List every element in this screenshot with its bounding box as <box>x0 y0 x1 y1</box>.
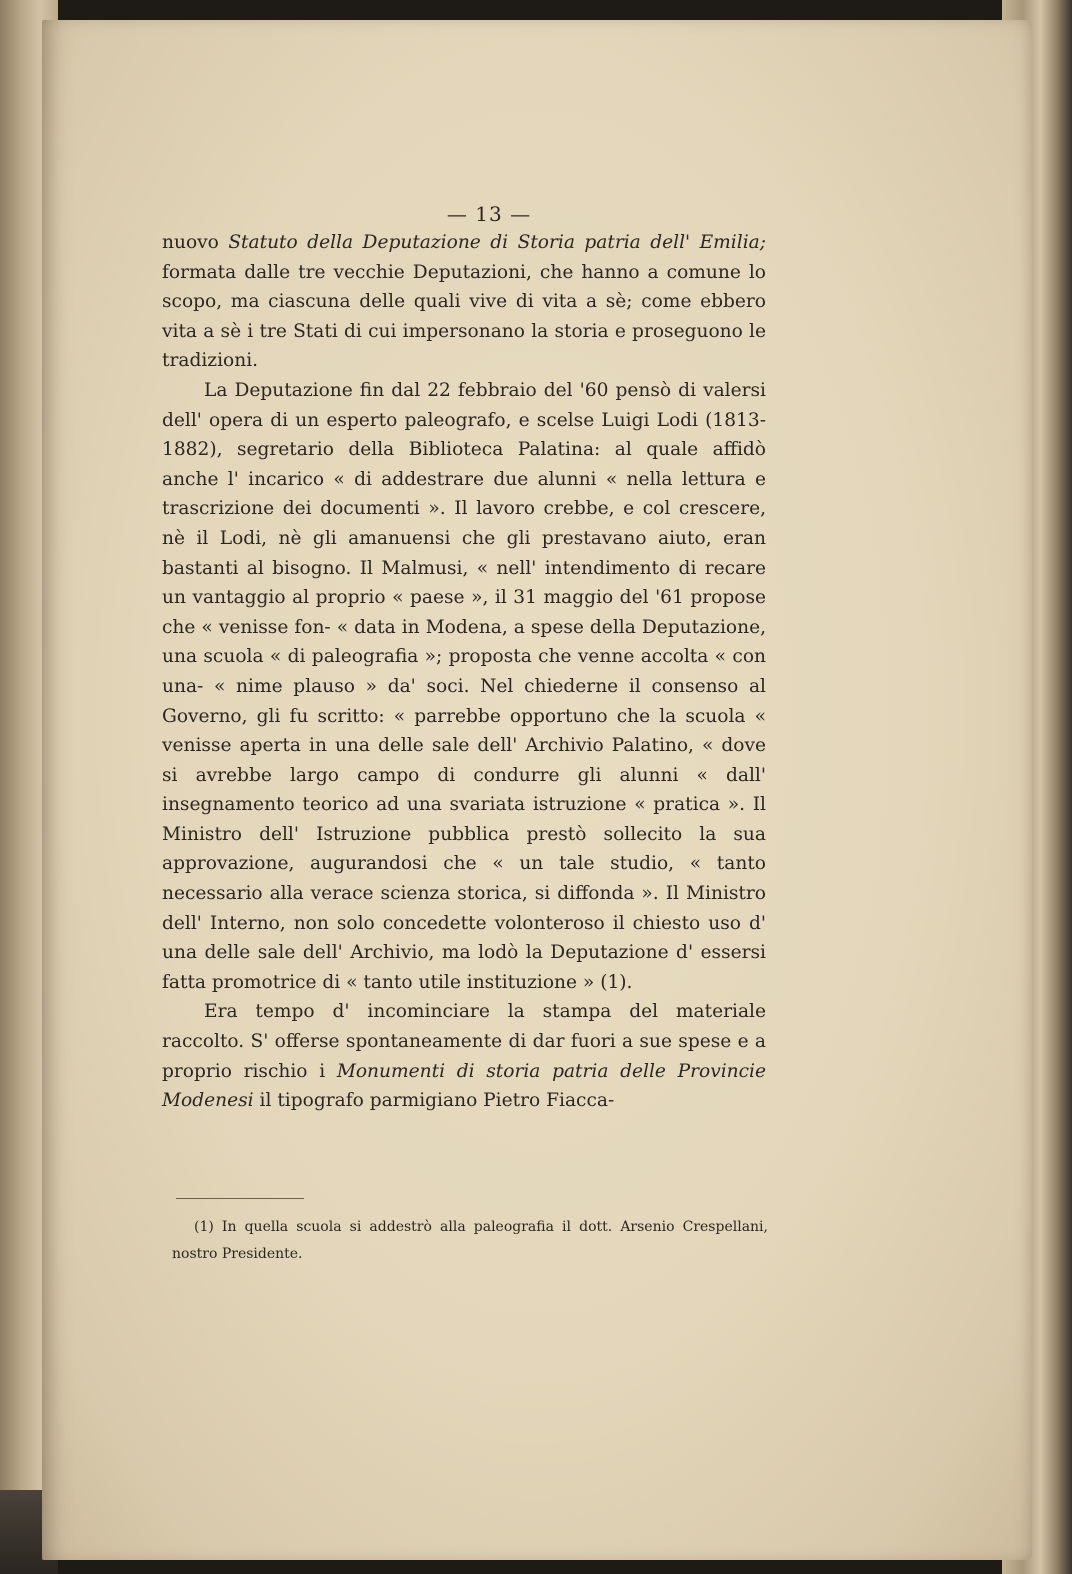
monumenti-title: Monumenti di storia patria delle Provincie Modenesi <box>162 1060 766 1112</box>
paragraph-1-rest: formata dalle tre vecchie Deputazioni, che hanno a comune lo scopo, ma ciascuna delle quali vive di vita a sè; come ebbero vita a sè i tre Stati di cui impersonano la storia e proseguono le tradizioni. <box>162 261 766 372</box>
footnote: (1) In quella scuola si addestrò alla paleografia il dott. Arsenio Crespellani, nostro Presidente. <box>172 1219 768 1262</box>
paragraph-1-lead: nuovo <box>162 232 229 253</box>
footnote-divider <box>176 1198 304 1199</box>
paragraph-2: La Deputazione fin dal 22 febbraio del '60 pensò di valersi dell' opera di un esperto paleografo, e scelse Luigi Lodi (1813-1882), segretario della Biblioteca Palatina: al quale affidò anche l' incarico « di addestrare due alunni « nella lettura e trascrizione dei documenti ». Il lavoro crebbe, e col crescere, nè il Lodi, nè gli amanuensi che gli prestavano aiuto, eran bastanti al bisogno. Il Malmusi, « nell' intendimento di recare un vantaggio al proprio « paese », il 31 maggio del '61 propose che « venisse fon- « data in Modena, a spese della Deputazione, una scuola « di paleografia »; proposta che venne accolta « con una- « nime plauso » da' soci. Nel chiederne il consenso al Governo, gli fu scritto: « parrebbe opportuno che la scuola « venisse aperta in una delle sale dell' Archivio Palatino, « dove si avrebbe largo campo di condurre gli alunni « dall' insegnamento teorico ad una svariata istruzione « pratica ». Il Ministro dell' Istruzione pubblica prestò sollecito la sua approvazione, augurandosi che « un tale studio, « tanto necessario alla verace scienza storica, si diffonda ». Il Ministro dell' Interno, non solo concedette volonteroso il chiesto uso d' una delle sale dell' Archivio, ma lodò la Deputazione d' essersi fatta promotrice di « tanto utile instituzione » (1). <box>162 379 766 993</box>
main-text-block <box>162 200 766 1116</box>
paragraph-1 <box>162 228 766 376</box>
statuto-title: Statuto della Deputazione di Storia patria dell' Emilia; <box>228 232 766 253</box>
paragraph-3-rest: il tipografo parmigiano Pietro Fiacca- <box>253 1090 615 1112</box>
page-number: — 13 — <box>446 202 532 226</box>
paragraph-3 <box>162 997 766 1115</box>
paragraph-3-lead: Era tempo d' incominciare la stampa del materiale raccolto. S' offerse spontaneamente di dar fuori a sue spese e a proprio rischio i <box>162 1001 766 1082</box>
